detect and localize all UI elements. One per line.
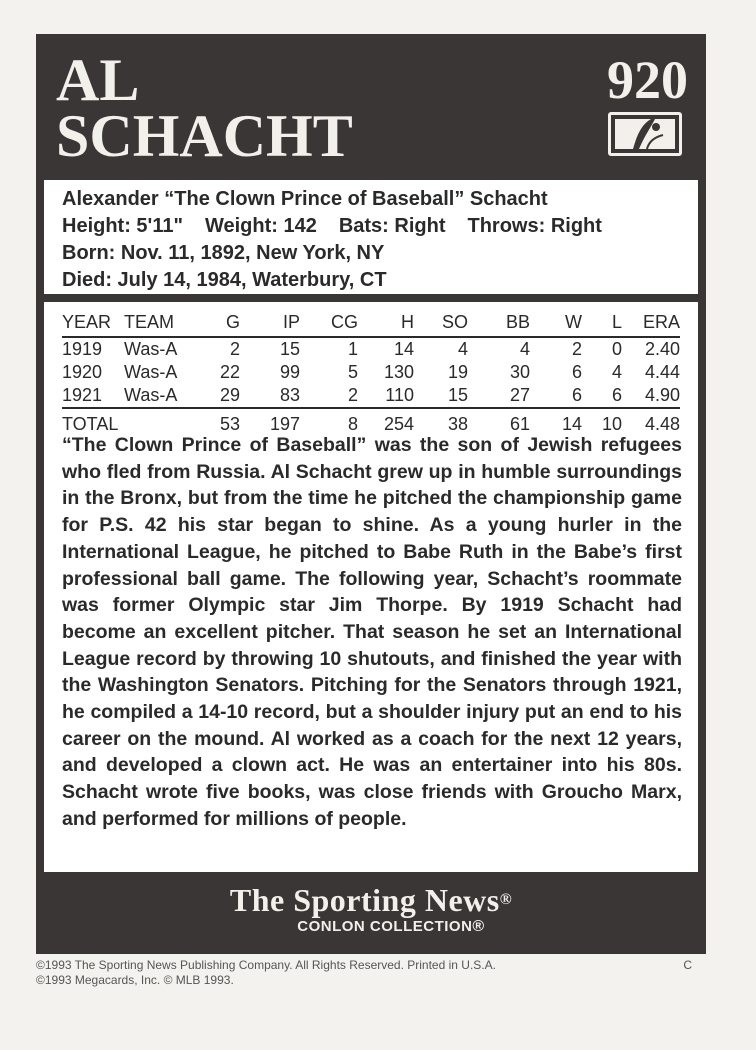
table-row <box>62 337 680 361</box>
stats-header-row <box>62 308 680 337</box>
table-cell: 5 <box>347 362 358 382</box>
table-cell: 1 <box>347 339 358 359</box>
bio-full-name: Alexander “The Clown Prince of Baseball” Schacht <box>62 188 548 210</box>
col-header: ERA <box>622 308 680 337</box>
table-cell: 2 <box>229 339 240 359</box>
col-header: W <box>530 308 582 337</box>
table-cell: 27 <box>509 385 530 405</box>
table-cell: 254 <box>358 408 414 439</box>
table-row <box>62 384 680 408</box>
card-code: C <box>683 958 692 972</box>
table-cell: 10 <box>582 408 622 439</box>
table-cell: 4.90 <box>644 385 680 405</box>
col-header: YEAR <box>62 308 124 337</box>
col-header: IP <box>240 308 300 337</box>
col-header: SO <box>414 308 468 337</box>
table-cell: 29 <box>219 385 240 405</box>
table-cell: 8 <box>300 408 358 439</box>
card-back <box>36 34 706 954</box>
col-header: BB <box>468 308 530 337</box>
col-header: CG <box>300 308 358 337</box>
bio-measurements <box>62 213 698 240</box>
bio-panel <box>44 180 698 294</box>
player-name <box>56 47 353 169</box>
table-cell: 6 <box>611 385 622 405</box>
table-cell: 6 <box>571 362 582 382</box>
table-cell: 2.40 <box>644 339 680 359</box>
table-cell: 61 <box>468 408 530 439</box>
card-number: 920 <box>607 50 688 110</box>
table-cell: 4.44 <box>644 362 680 382</box>
table-cell: 22 <box>219 362 240 382</box>
table-cell: 1919 <box>62 339 103 359</box>
table-cell: Was-A <box>124 339 178 359</box>
table-cell: 14 <box>393 339 414 359</box>
table-cell: 130 <box>383 362 414 382</box>
table-cell: 1920 <box>62 362 103 382</box>
brand-name: The Sporting News® <box>229 882 513 918</box>
table-cell: 99 <box>279 362 300 382</box>
table-cell: 6 <box>571 385 582 405</box>
mlb-logo-icon <box>608 112 682 156</box>
sporting-news-brand <box>36 882 706 936</box>
col-header: G <box>198 308 240 337</box>
copyright-line-2: ©1993 Megacards, Inc. © MLB 1993. <box>36 973 234 987</box>
table-cell: 4 <box>519 339 530 359</box>
table-cell: 19 <box>447 362 468 382</box>
table-cell: 197 <box>240 408 300 439</box>
table-cell: 14 <box>530 408 582 439</box>
table-cell: 38 <box>414 408 468 439</box>
player-last-name: SCHACHT <box>56 103 353 169</box>
col-header: H <box>358 308 414 337</box>
registered-mark: ® <box>472 918 485 935</box>
table-cell: 53 <box>198 408 240 439</box>
career-story: “The Clown Prince of Baseball” was the son of Jewish refugees who fled from Russia. Al Schacht grew up in humble surroundings in the Bronx, but from the time he pitched the championship game for P.S. 42 his star began to shine. As a young hurler in the International League, he pitched to Babe Ruth in the Babe’s first professional ball game. The following year, Schacht’s roommate was former Olympic star Jim Thorpe. By 1919 Schacht had become an excellent pitcher. That season he set an International League record by throwing 10 shutouts, and finished the year with the Washington Senators. Pitching for the Senators through 1921, he compiled a 14-10 record, but a shoulder injury put an end to his career on the mound. Al worked as a coach for the next 12 years, and developed a clown act. He was an entertainer into his 80s. Schacht wrote five books, was close friends with Groucho Marx, and performed for millions of people. <box>62 434 682 830</box>
table-cell: 83 <box>279 385 300 405</box>
stats-panel <box>44 302 698 872</box>
collection-name: CONLON COLLECTION® <box>297 918 485 935</box>
copyright-line-1: ©1993 The Sporting News Publishing Company. All Rights Reserved. Printed in U.S.A. <box>36 958 496 972</box>
bio-throws: Throws: Right <box>467 215 602 237</box>
table-cell: Was-A <box>124 362 178 382</box>
table-cell: 1921 <box>62 385 103 405</box>
table-cell: 0 <box>611 339 622 359</box>
table-cell: 4 <box>611 362 622 382</box>
table-cell: 4.48 <box>622 408 680 439</box>
col-header: TEAM <box>124 308 198 337</box>
table-cell: 15 <box>447 385 468 405</box>
table-cell: 4 <box>457 339 468 359</box>
table-cell: TOTAL <box>62 408 124 439</box>
bio-weight: Weight: 142 <box>204 215 317 237</box>
registered-mark: ® <box>499 891 513 908</box>
player-first-name: AL <box>56 47 140 113</box>
legal-notice <box>36 958 706 988</box>
table-cell: 2 <box>571 339 582 359</box>
col-header: L <box>582 308 622 337</box>
bio-height: Height: 5'11" <box>62 215 183 237</box>
table-row <box>62 361 680 384</box>
table-cell: 110 <box>385 385 414 405</box>
stats-table <box>62 308 680 439</box>
bio-born: Born: Nov. 11, 1892, New York, NY <box>62 242 385 264</box>
table-cell: 2 <box>347 385 358 405</box>
table-cell: Was-A <box>124 385 178 405</box>
table-cell: 15 <box>279 339 300 359</box>
bio-died: Died: July 14, 1984, Waterbury, CT <box>62 269 387 291</box>
bio-bats: Bats: Right <box>338 215 446 237</box>
table-cell: 30 <box>509 362 530 382</box>
